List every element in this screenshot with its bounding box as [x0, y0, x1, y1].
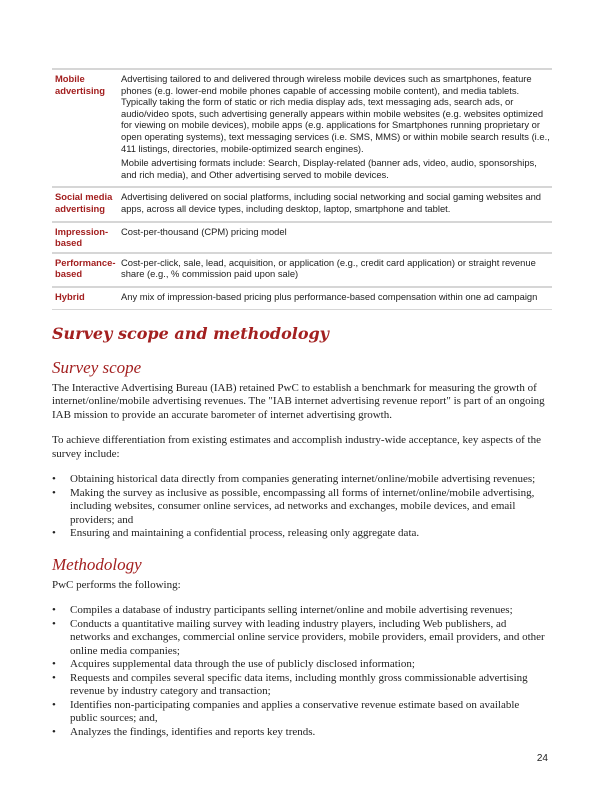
definition-row — [52, 186, 552, 220]
list-item: • Obtaining historical data directly from companies generating internet/online/mobile advertising revenues; — [52, 473, 548, 487]
definition-text: Advertising delivered on social platforms, including social networking and social gaming websites and apps, across all device types, including desktop, laptop, smartphone and tablet. — [121, 191, 542, 214]
survey-scope-heading: Survey scope — [52, 357, 142, 377]
bullet-list — [52, 604, 548, 739]
definition-row — [52, 68, 552, 186]
term: Mobile advertising — [55, 73, 106, 96]
list-item: • Acquires supplemental data through the use of publicly disclosed information; — [52, 658, 548, 672]
definition-text: Mobile advertising formats include: Search, Display-related (banner ads, video, audio, sponsorships, and rich media), and Other advertising served to mobile devices. — [121, 157, 537, 180]
definitions-table — [52, 68, 552, 310]
survey-scope-body — [52, 382, 548, 541]
definition-row — [52, 252, 552, 286]
page-number: 24 — [536, 753, 548, 764]
list-item: • Ensuring and maintaining a confidential process, releasing only aggregate data. — [52, 527, 548, 541]
list-item: • Conducts a quantitative mailing survey with leading industry players, including Web publishers, ad networks and exchanges, commercial online service providers, mobile providers, email providers, and other online media companies; — [52, 618, 548, 659]
paragraph: To achieve differentiation from existing estimates and accomplish industry-wide acceptance, key aspects of the survey include: — [52, 434, 541, 460]
list-item: • Identifies non-participating companies and applies a conservative revenue estimate based on available public sources; and, — [52, 699, 548, 726]
definition-row — [52, 286, 552, 310]
term: Performance-based — [55, 256, 116, 280]
definition-text: Advertising tailored to and delivered through wireless mobile devices such as smartphones, feature phones (e.g. lower-end mobile phones capable of accessing mobile content), and media tablets. Typically taking the form of static or rich media display ads, text messaging ads, search ads, or audio/video spots, such advertising generally appears within mobile websites (e.g. websites optimized for viewing on mobile devices), mobile apps (e.g. applications for Smartphones running proprietary or open operating systems), text messaging services (i.e. SMS, MMS) or within mobile search results (i.e., 411 listings, directories, mobile-optimized search engines). — [121, 73, 550, 154]
bullet-list — [52, 473, 548, 541]
definition-text: Cost-per-click, sale, lead, acquisition, or application (e.g., credit card application) or straight revenue share (e.g., % commission paid upon sale) — [121, 256, 536, 280]
list-item: • Requests and compiles several specific data items, including monthly gross commissionable advertising revenue by industry category and transaction; — [52, 672, 548, 699]
definition-text: Cost-per-thousand (CPM) pricing model — [121, 225, 287, 237]
methodology-heading: Methodology — [52, 554, 142, 574]
paragraph: The Interactive Advertising Bureau (IAB) retained PwC to establish a benchmark for measuring the growth of internet/online/mobile advertising revenues. The "IAB internet advertising revenue report" is part of an ongoing IAB mission to provide an accurate barometer of internet advertising growth. — [52, 381, 545, 421]
definition-text: Any mix of impression-based pricing plus performance-based compensation within one ad campaign — [121, 290, 538, 302]
definition-row — [52, 221, 552, 252]
term: Hybrid — [55, 290, 85, 302]
list-item: • Making the survey as inclusive as possible, encompassing all forms of internet/online/mobile advertising, including websites, consumer online services, ad networks and exchanges, mobile devices, and email providers; and — [52, 487, 548, 528]
term: Social media advertising — [55, 191, 113, 214]
paragraph: PwC performs the following: — [52, 578, 181, 591]
list-item: • Compiles a database of industry participants selling internet/online and mobile advertising revenues; — [52, 604, 548, 618]
list-item: • Analyzes the findings, identifies and reports key trends. — [52, 726, 548, 740]
section-title: Survey scope and methodology — [52, 323, 329, 343]
methodology-body — [52, 579, 548, 740]
term: Impression-based — [55, 225, 109, 249]
